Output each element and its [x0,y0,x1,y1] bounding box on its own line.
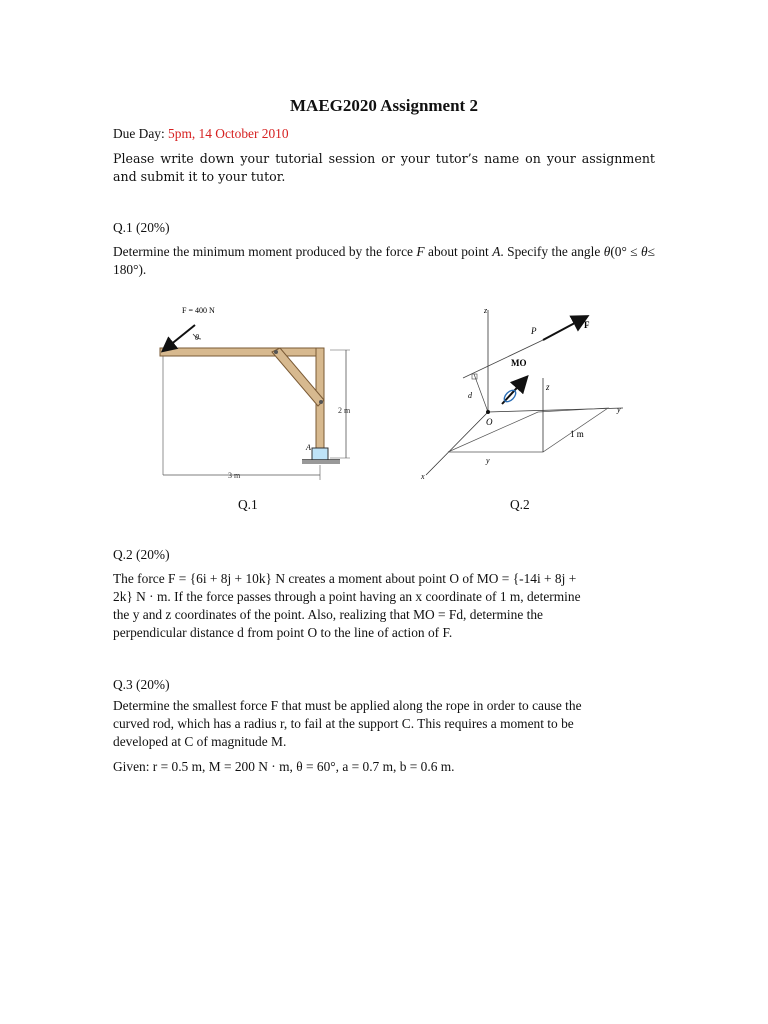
q2-line-4: perpendicular distance d from point O to the line of action of F. [113,625,453,640]
x-axis-line [426,412,488,475]
force-label: F = 400 N [182,306,215,315]
point-o-label: O [486,417,493,427]
q1-symbol-theta: θ [641,244,648,259]
pin-icon [319,400,323,404]
due-label: Due Day: [113,126,169,141]
horizontal-beam [160,348,323,356]
q3-line-2: curved rod, which has a radius r, to fail at the support C. This requires a moment to be [113,716,574,731]
figure-q1-frame [150,300,360,485]
xy-plane [448,408,608,452]
point-a-label: A [306,443,311,452]
q1-text [113,243,655,279]
point-p-label: P [531,326,537,336]
q2-line-3: the y and z coordinates of the point. Also, realizing that MO = Fd, determine the [113,607,543,622]
q1-text-part: (0° ≤ [610,244,642,259]
force-f-label: F [584,320,590,330]
q1-text-part: . Specify the angle [500,244,604,259]
line-of-action [463,340,543,378]
x-coordinate-label: 1 m [570,429,584,439]
distance-d-label: d [468,391,472,400]
q3-line-1: Determine the smallest force F that must be applied along the rope in order to cause the [113,698,582,713]
q2-heading: Q.2 (20%) [113,547,170,562]
figure-q2-axes [418,300,638,485]
origin-point [486,410,490,414]
moment-label: MO [511,358,527,368]
q1-symbol-a: A [492,244,501,259]
q1-symbol-f: F [416,244,425,259]
figure-q1-caption: Q.1 [238,497,258,512]
height-label: 2 m [338,406,351,415]
pin-icon [274,350,278,354]
q2-line-2: 2k} N · m. If the force passes through a point having an x coordinate of 1 m, determine [113,589,581,604]
y-coordinate-label: y [486,456,490,465]
width-label: 3 m [228,471,241,480]
q1-text-part: Determine the minimum moment produced by the force [113,244,417,259]
q3-line-3: developed at C of magnitude M. [113,734,287,749]
q1-text-part: ≤ 180°). [113,244,655,277]
x-axis-label: x [421,472,425,481]
z-axis-label: z [484,306,488,315]
q2-line-1: The force F = {6i + 8j + 10k} N creates a moment about point O of MO = {-14i + 8j + [113,571,577,586]
ground-hatch [302,460,340,464]
figure-q2-caption: Q.2 [510,497,530,512]
q1-text-part: about point [424,244,493,259]
submission-instructions: Please write down your tutorial session or your tutor’s name on your assignment and submit it to your tutor. [113,151,655,184]
z-coordinate-label: z [546,382,550,392]
document-title: MAEG2020 Assignment 2 [290,96,478,115]
theta-label: θ [195,333,199,342]
q1-heading: Q.1 (20%) [113,220,170,235]
distance-d-line [474,374,488,412]
force-arrow [164,325,195,350]
q3-given: Given: r = 0.5 m, M = 200 N · m, θ = 60°, a = 0.7 m, b = 0.6 m. [113,759,455,774]
support-icon [312,448,328,460]
q3-heading: Q.3 (20%) [113,677,170,692]
force-f-arrow [543,317,586,340]
due-date-line [113,125,655,143]
y-axis-label: y [617,405,621,414]
due-date-value: 5pm, 14 October 2010 [168,126,289,141]
q1-symbol-theta: θ [603,244,611,259]
